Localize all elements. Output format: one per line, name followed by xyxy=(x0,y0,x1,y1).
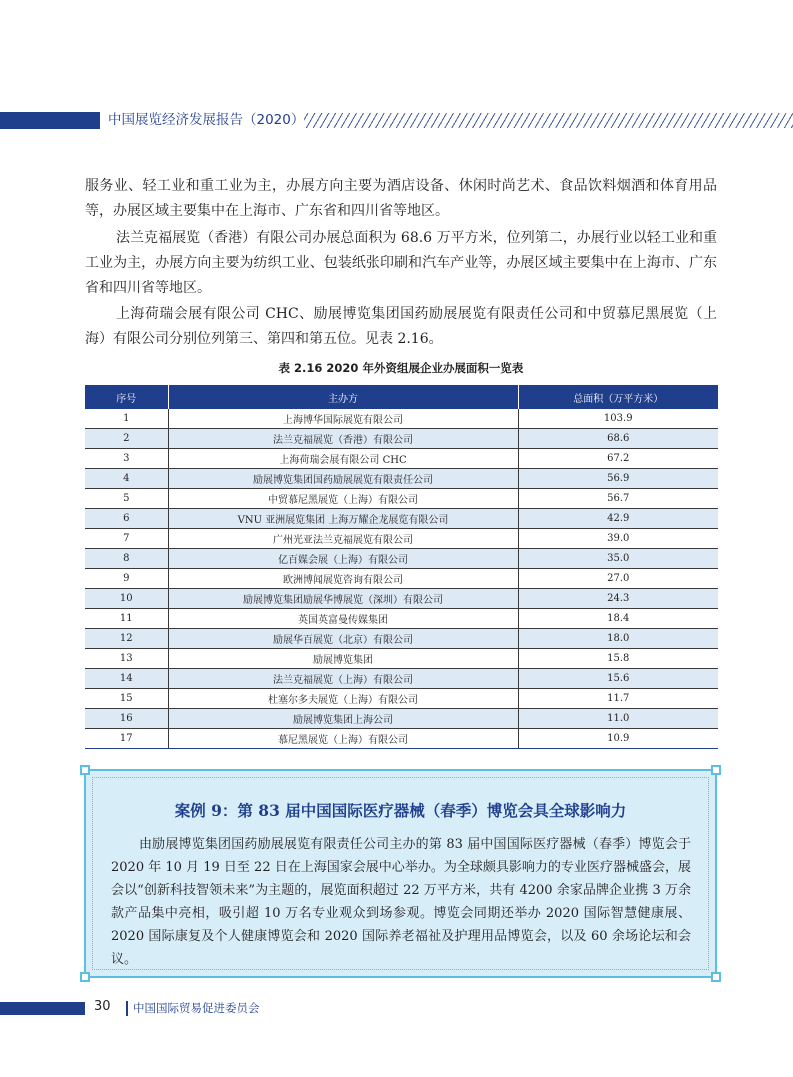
cell-rank: 9 xyxy=(85,569,168,589)
cell-rank: 3 xyxy=(85,449,168,469)
cell-area: 35.0 xyxy=(518,549,718,569)
table-row xyxy=(85,429,718,449)
cell-organizer: 励展博览集团上海公司 xyxy=(168,709,518,729)
table-row xyxy=(85,709,718,729)
table-row xyxy=(85,509,718,529)
cell-rank: 5 xyxy=(85,489,168,509)
body-paragraph-2: 法兰克福展览（香港）有限公司办展总面积为 68.6 万平方米，位列第二，办展行业以轻工业和重工业为主，办展方向主要为纺织工业、包装纸张印刷和汽车产业等，办展区域主要集中在上海市、广东省和四川省等地区。 xyxy=(85,230,717,296)
table-row xyxy=(85,689,718,709)
cell-area: 18.4 xyxy=(518,609,718,629)
cell-area: 103.9 xyxy=(518,409,718,429)
header-accent-bar xyxy=(0,112,100,129)
table-row xyxy=(85,529,718,549)
table-row xyxy=(85,729,718,749)
table-row xyxy=(85,489,718,509)
cell-organizer: 励展博览集团 xyxy=(168,649,518,669)
cell-area: 15.6 xyxy=(518,669,718,689)
running-header xyxy=(0,112,793,129)
table-header-row xyxy=(85,385,718,409)
cell-rank: 13 xyxy=(85,649,168,669)
cell-organizer: 广州光亚法兰克福展览有限公司 xyxy=(168,529,518,549)
corner-ornament xyxy=(80,765,90,775)
cell-area: 67.2 xyxy=(518,449,718,469)
cell-area: 27.0 xyxy=(518,569,718,589)
cell-rank: 15 xyxy=(85,689,168,709)
cell-organizer: 杜塞尔多夫展览（上海）有限公司 xyxy=(168,689,518,709)
col-header-rank: 序号 xyxy=(85,385,168,409)
table-row xyxy=(85,609,718,629)
table-row xyxy=(85,549,718,569)
cell-organizer: 法兰克福展览（香港）有限公司 xyxy=(168,429,518,449)
cell-organizer: 励展华百展览（北京）有限公司 xyxy=(168,629,518,649)
cell-rank: 16 xyxy=(85,709,168,729)
cell-area: 24.3 xyxy=(518,589,718,609)
cell-organizer: 亿百媒会展（上海）有限公司 xyxy=(168,549,518,569)
cell-rank: 8 xyxy=(85,549,168,569)
cell-area: 39.0 xyxy=(518,529,718,549)
cell-rank: 10 xyxy=(85,589,168,609)
table-row xyxy=(85,569,718,589)
cell-area: 42.9 xyxy=(518,509,718,529)
case-study-box xyxy=(84,769,717,978)
cell-area: 68.6 xyxy=(518,429,718,449)
col-header-organizer: 主办方 xyxy=(168,385,518,409)
corner-ornament xyxy=(80,972,90,982)
cell-rank: 14 xyxy=(85,669,168,689)
cell-area: 56.9 xyxy=(518,469,718,489)
header-hatch-decoration xyxy=(304,113,793,128)
table-row xyxy=(85,469,718,489)
cell-rank: 4 xyxy=(85,469,168,489)
cell-rank: 6 xyxy=(85,509,168,529)
case-title: 案例 9：第 83 届中国国际医疗器械（春季）博览会具全球影响力 xyxy=(174,801,627,820)
table-row xyxy=(85,649,718,669)
cell-area: 11.0 xyxy=(518,709,718,729)
cell-organizer: 中贸慕尼黑展览（上海）有限公司 xyxy=(168,489,518,509)
table-row xyxy=(85,629,718,649)
cell-area: 56.7 xyxy=(518,489,718,509)
footer-accent-bar xyxy=(0,1002,85,1015)
cell-rank: 2 xyxy=(85,429,168,449)
cell-rank: 1 xyxy=(85,409,168,429)
corner-ornament xyxy=(711,972,721,982)
footer-separator xyxy=(126,1001,128,1016)
cell-area: 10.9 xyxy=(518,729,718,749)
cell-organizer: 励展博览集团国药励展展览有限责任公司 xyxy=(168,469,518,489)
col-header-area: 总面积（万平方米） xyxy=(518,385,718,409)
cell-organizer: 上海博华国际展览有限公司 xyxy=(168,409,518,429)
header-title: 中国展览经济发展报告（2020） xyxy=(108,112,305,128)
table-row xyxy=(85,589,718,609)
corner-ornament xyxy=(711,765,721,775)
table-row xyxy=(85,449,718,469)
exhibition-area-table xyxy=(85,385,718,749)
footer-organization: 中国国际贸易促进委员会 xyxy=(133,1001,260,1015)
cell-rank: 12 xyxy=(85,629,168,649)
cell-organizer: 法兰克福展览（上海）有限公司 xyxy=(168,669,518,689)
cell-organizer: 慕尼黑展览（上海）有限公司 xyxy=(168,729,518,749)
page-number: 30 xyxy=(94,999,111,1014)
cell-area: 15.8 xyxy=(518,649,718,669)
cell-organizer: 英国英富曼传媒集团 xyxy=(168,609,518,629)
cell-area: 18.0 xyxy=(518,629,718,649)
cell-organizer: 欧洲博闻展览咨询有限公司 xyxy=(168,569,518,589)
cell-rank: 7 xyxy=(85,529,168,549)
cell-organizer: 励展博览集团励展华博展览（深圳）有限公司 xyxy=(168,589,518,609)
cell-organizer: 上海荷瑞会展有限公司 CHC xyxy=(168,449,518,469)
table-row xyxy=(85,669,718,689)
cell-area: 11.7 xyxy=(518,689,718,709)
body-paragraph-3: 上海荷瑞会展有限公司 CHC、励展博览集团国药励展展览有限责任公司和中贸慕尼黑展览（上海）有限公司分别位列第三、第四和第五位。见表 2.16。 xyxy=(85,306,717,347)
cell-rank: 17 xyxy=(85,729,168,749)
table-row xyxy=(85,409,718,429)
cell-organizer: VNU 亚洲展览集团 上海万耀企龙展览有限公司 xyxy=(168,509,518,529)
body-paragraph-1: 服务业、轻工业和重工业为主，办展方向主要为酒店设备、休闲时尚艺术、食品饮料烟酒和体育用品等，办展区域主要集中在上海市、广东省和四川省等地区。 xyxy=(85,178,717,219)
cell-rank: 11 xyxy=(85,609,168,629)
case-body: 由励展博览集团国药励展展览有限责任公司主办的第 83 届中国国际医疗器械（春季）博览会于 2020 年 10 月 19 日至 22 日在上海国家会展中心举办。为全球颇具影响力的专业医疗器械盛会，展会以“创新科技智领未来”为主题的，展览面积超过 22 万平方米，共有 4200 余家品牌企业携 3 万余款产品集中亮相，吸引超 10 万名专业观众到场参观。博览会同期还举办 2020 国际智慧健康展、2020 国际康复及个人健康博览会和 2020 国际养老福祉及护理用品博览会，以及 60 余场论坛和会议。 xyxy=(111,837,691,967)
table-caption: 表 2.16 2020 年外资组展企业办展面积一览表 xyxy=(278,361,524,375)
